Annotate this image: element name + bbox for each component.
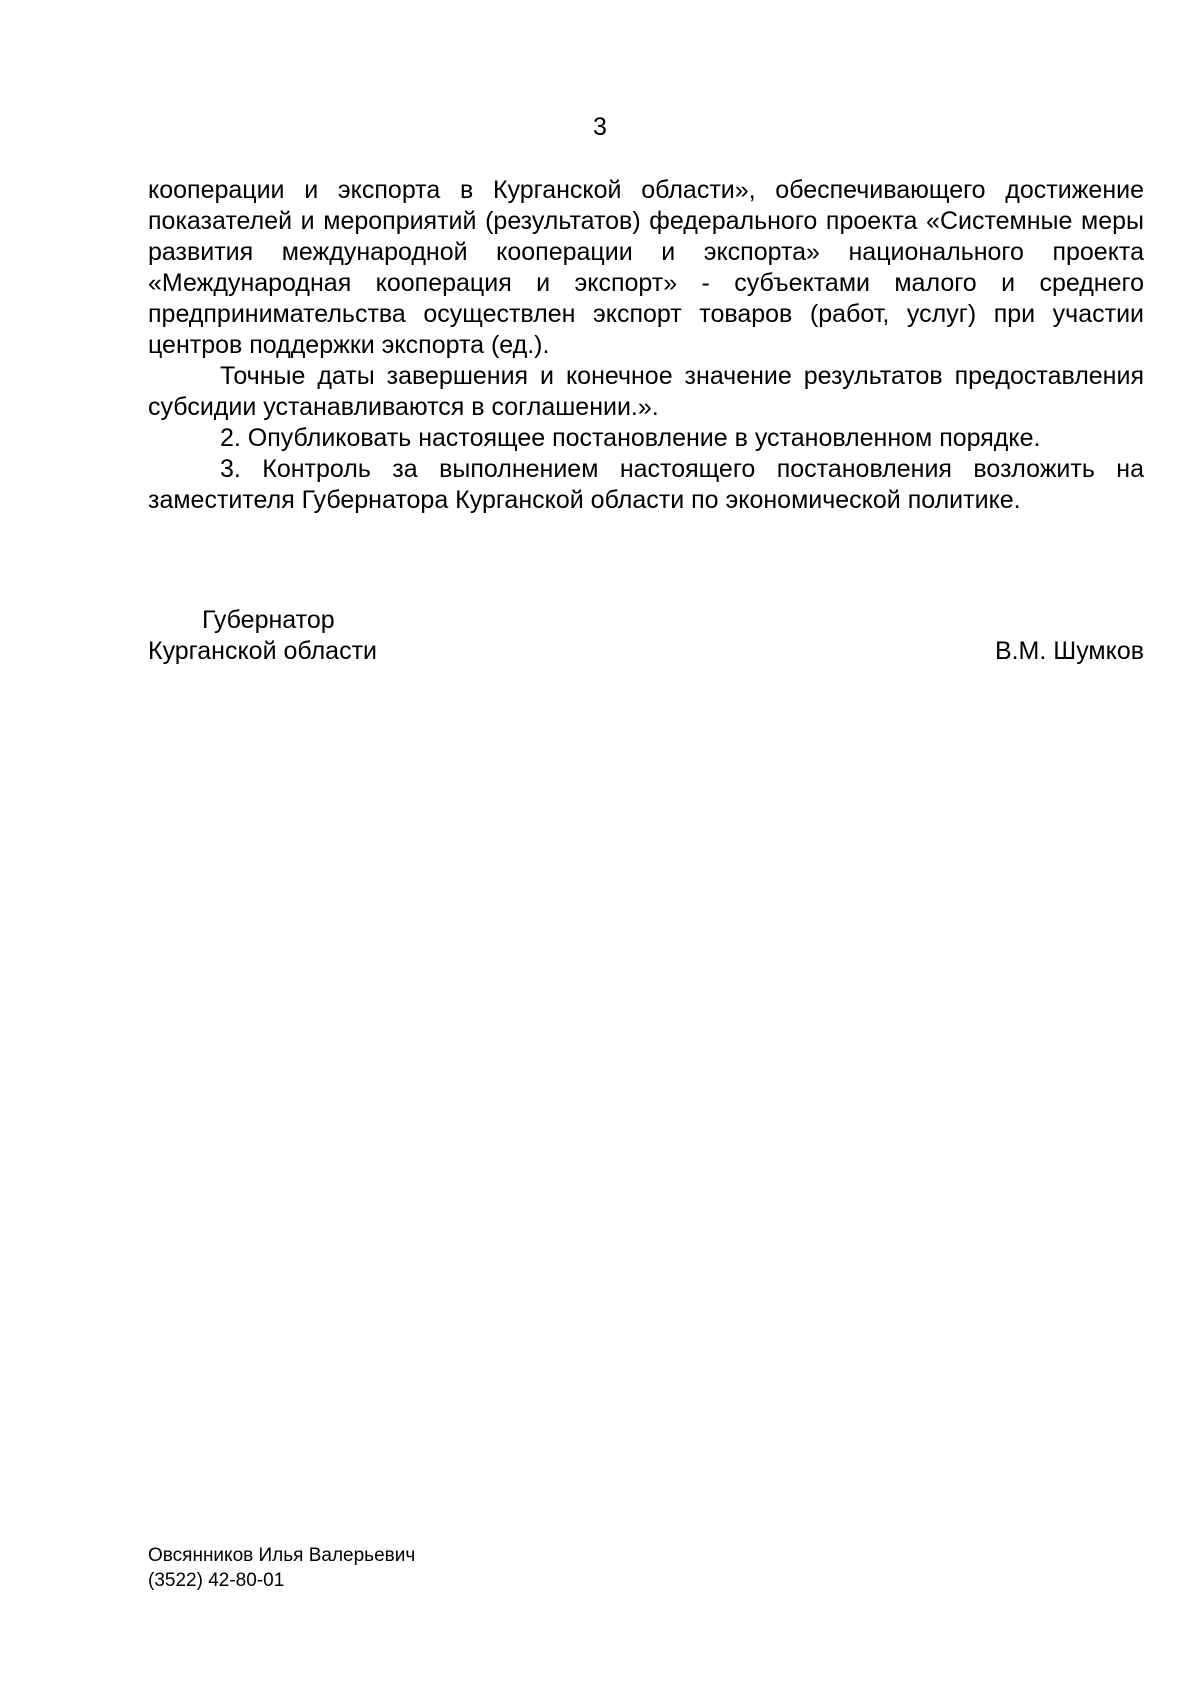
paragraph-results-dates: Точные даты завершения и конечное значение результатов предоставления субсидии устанавливаются в соглашении.». bbox=[148, 362, 1144, 421]
executor-name: Овсянников Илья Валерьевич bbox=[148, 1545, 416, 1566]
page-number: 3 bbox=[593, 113, 607, 141]
paragraph-item-2: 2. Опубликовать настоящее постановление в установленном порядке. bbox=[220, 424, 1041, 452]
signatory-name: В.М. Шумков bbox=[994, 637, 1144, 665]
paragraph-continuation: кооперации и экспорта в Курганской области», обеспечивающего достижение показателей и мероприятий (результатов) федерального проекта «Системные меры развития международной кооперации и экспорта» национального проекта «Международная кооперация и экспорт» - субъектами малого и среднего предпринимательства осуществлен экспорт товаров (работ, услуг) при участии центров поддержки экспорта (ед.). bbox=[148, 176, 1144, 359]
executor-phone: (3522) 42-80-01 bbox=[148, 1570, 285, 1591]
signature-block bbox=[148, 605, 1144, 667]
signatory-region: Курганской области bbox=[148, 637, 378, 665]
signature-row bbox=[148, 636, 1144, 667]
signatory-title: Губернатор bbox=[202, 606, 335, 634]
executor-info bbox=[148, 1543, 415, 1593]
document-body bbox=[148, 175, 1144, 516]
paragraph-item-3: 3. Контроль за выполнением настоящего постановления возложить на заместителя Губернатора Курганской области по экономической политике. bbox=[148, 455, 1144, 514]
